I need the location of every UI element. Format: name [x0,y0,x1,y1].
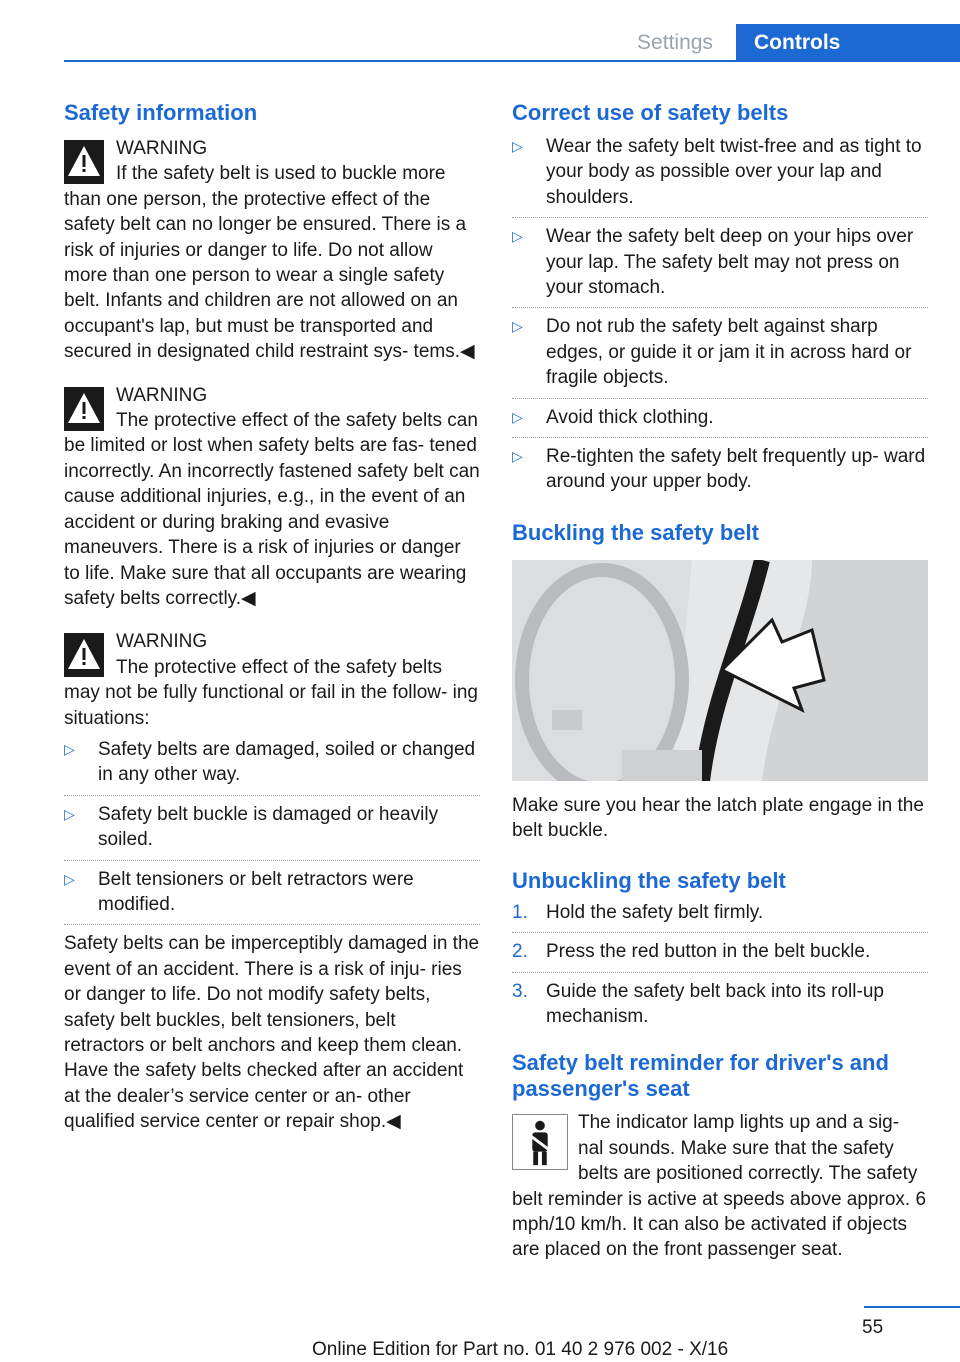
list-item: 3. Guide the safety belt back into its roll-up mechanism. [512,980,884,1027]
list-item: 1. Hold the safety belt firmly. [512,900,928,933]
buckling-caption: Make sure you hear the latch plate engage in the belt buckle. [512,794,924,842]
warning-text: The protective effect of the safety belts may not be fully functional or fail in the follow‐ ing situations: [64,656,478,729]
step-number: 1. [512,901,528,923]
section-heading-safety-information: Safety information [64,100,258,125]
triangle-bullet-icon: ▷ [64,805,75,822]
triangle-bullet-icon: ▷ [64,740,75,757]
list-item: ▷ Wear the safety belt twist-free and as tight to your body as possible over your lap and shoulders. [512,134,928,218]
warning-triangle-icon [64,387,104,431]
warning-3-closing-text: Safety belts can be imperceptibly damaged in the event of an accident. There is a risk of inju‐ ries or danger to life. Do not modify safety belts, safety belt buckles, belt tensioners, belt retractors or belt anchors and keep them clean. Have the safety belts checked after an accident at the dealer’s service center or an‐ other qualified service center or repair shop.◀ [64,933,480,1133]
reminder-text: The indicator lamp lights up and a sig‐ nal sounds. Make sure that the safety belts are positioned correctly. The safety belt reminder is active at speeds above approx. 6 mph/10 km/h. It can also be activated if objects are placed on the front passenger seat. [512,1112,927,1261]
warning-block-3 [64,629,480,1134]
list-item: ▷ Belt tensioners or belt retractors were modified. [64,867,480,926]
list-item: ▷ Safety belts are damaged, soiled or changed in any other way. [64,737,480,796]
section-heading-buckling: Buckling the safety belt [512,519,759,545]
warning-3-list [64,737,480,925]
tab-settings[interactable]: Settings [637,31,713,54]
warning-label: WARNING [116,631,208,653]
footer-rule [864,1306,960,1308]
list-item: ▷ Re-tighten the safety belt frequently up‐ ward around your upper body. [512,446,926,493]
tab-controls[interactable]: Controls [736,24,960,61]
right-column [512,100,928,1263]
section-heading-reminder: Safety belt reminder for driver's and passenger's seat [512,1050,889,1102]
warning-text: The protective effect of the safety belts can be limited or lost when safety belts are fas‐ tened incorrectly. An incorrectly fastened safety belt can cause additional injuries, e.g., in the event of an accident or during braking and evasive maneuvers. There is a risk of injuries or danger to life. Make sure that all occupants are wearing safety belts correctly.◀ [64,410,480,609]
unbuckling-steps [512,900,928,1037]
left-column [64,100,480,1135]
warning-triangle-icon [64,633,104,677]
triangle-bullet-icon: ▷ [512,318,523,335]
section-heading-unbuckling: Unbuckling the safety belt [512,867,786,893]
page-number: 55 [862,1317,884,1338]
triangle-bullet-icon: ▷ [64,870,75,887]
warning-triangle-icon [64,140,104,184]
warning-block-1 [64,136,480,365]
reminder-block [512,1110,928,1262]
list-item: 2. Press the red button in the belt buckle. [512,939,928,972]
buckling-illustration [512,560,928,781]
seat-belt-indicator-icon [512,1114,568,1170]
triangle-bullet-icon: ▷ [512,448,523,465]
list-item: ▷ Do not rub the safety belt against sharp edges, or guide it or jam it in across hard or fragile objects. [512,314,928,398]
section-heading-correct-use: Correct use of safety belts [512,100,789,125]
edition-footer: Online Edition for Part no. 01 40 2 976 002 - X/16 [312,1339,729,1360]
list-item: ▷ Safety belt buckle is damaged or heavily soiled. [64,802,480,861]
correct-use-list [512,134,928,502]
list-item: ▷ Avoid thick clothing. [512,405,928,438]
header-rule [64,60,960,62]
seat-belt-photo-icon [512,560,928,781]
warning-text: If the safety belt is used to buckle more than one person, the protective effect of the safety belt can no longer be ensured. There is a risk of injuries or danger to life. Do not allow more than one person to wear a single safety belt. Infants and children are not allowed on an occupant's lap, but must be transported and secured in designated child restraint sys‐ tems.◀ [64,163,475,363]
warning-block-2 [64,383,480,612]
triangle-bullet-icon: ▷ [512,138,523,154]
warning-label: WARNING [116,384,208,406]
list-item: ▷ Wear the safety belt deep on your hips over your lap. The safety belt may not press on your stomach. [512,224,928,308]
triangle-bullet-icon: ▷ [512,228,523,245]
step-number: 3. [512,980,528,1002]
warning-label: WARNING [116,138,208,159]
step-number: 2. [512,941,528,963]
triangle-bullet-icon: ▷ [512,408,523,425]
